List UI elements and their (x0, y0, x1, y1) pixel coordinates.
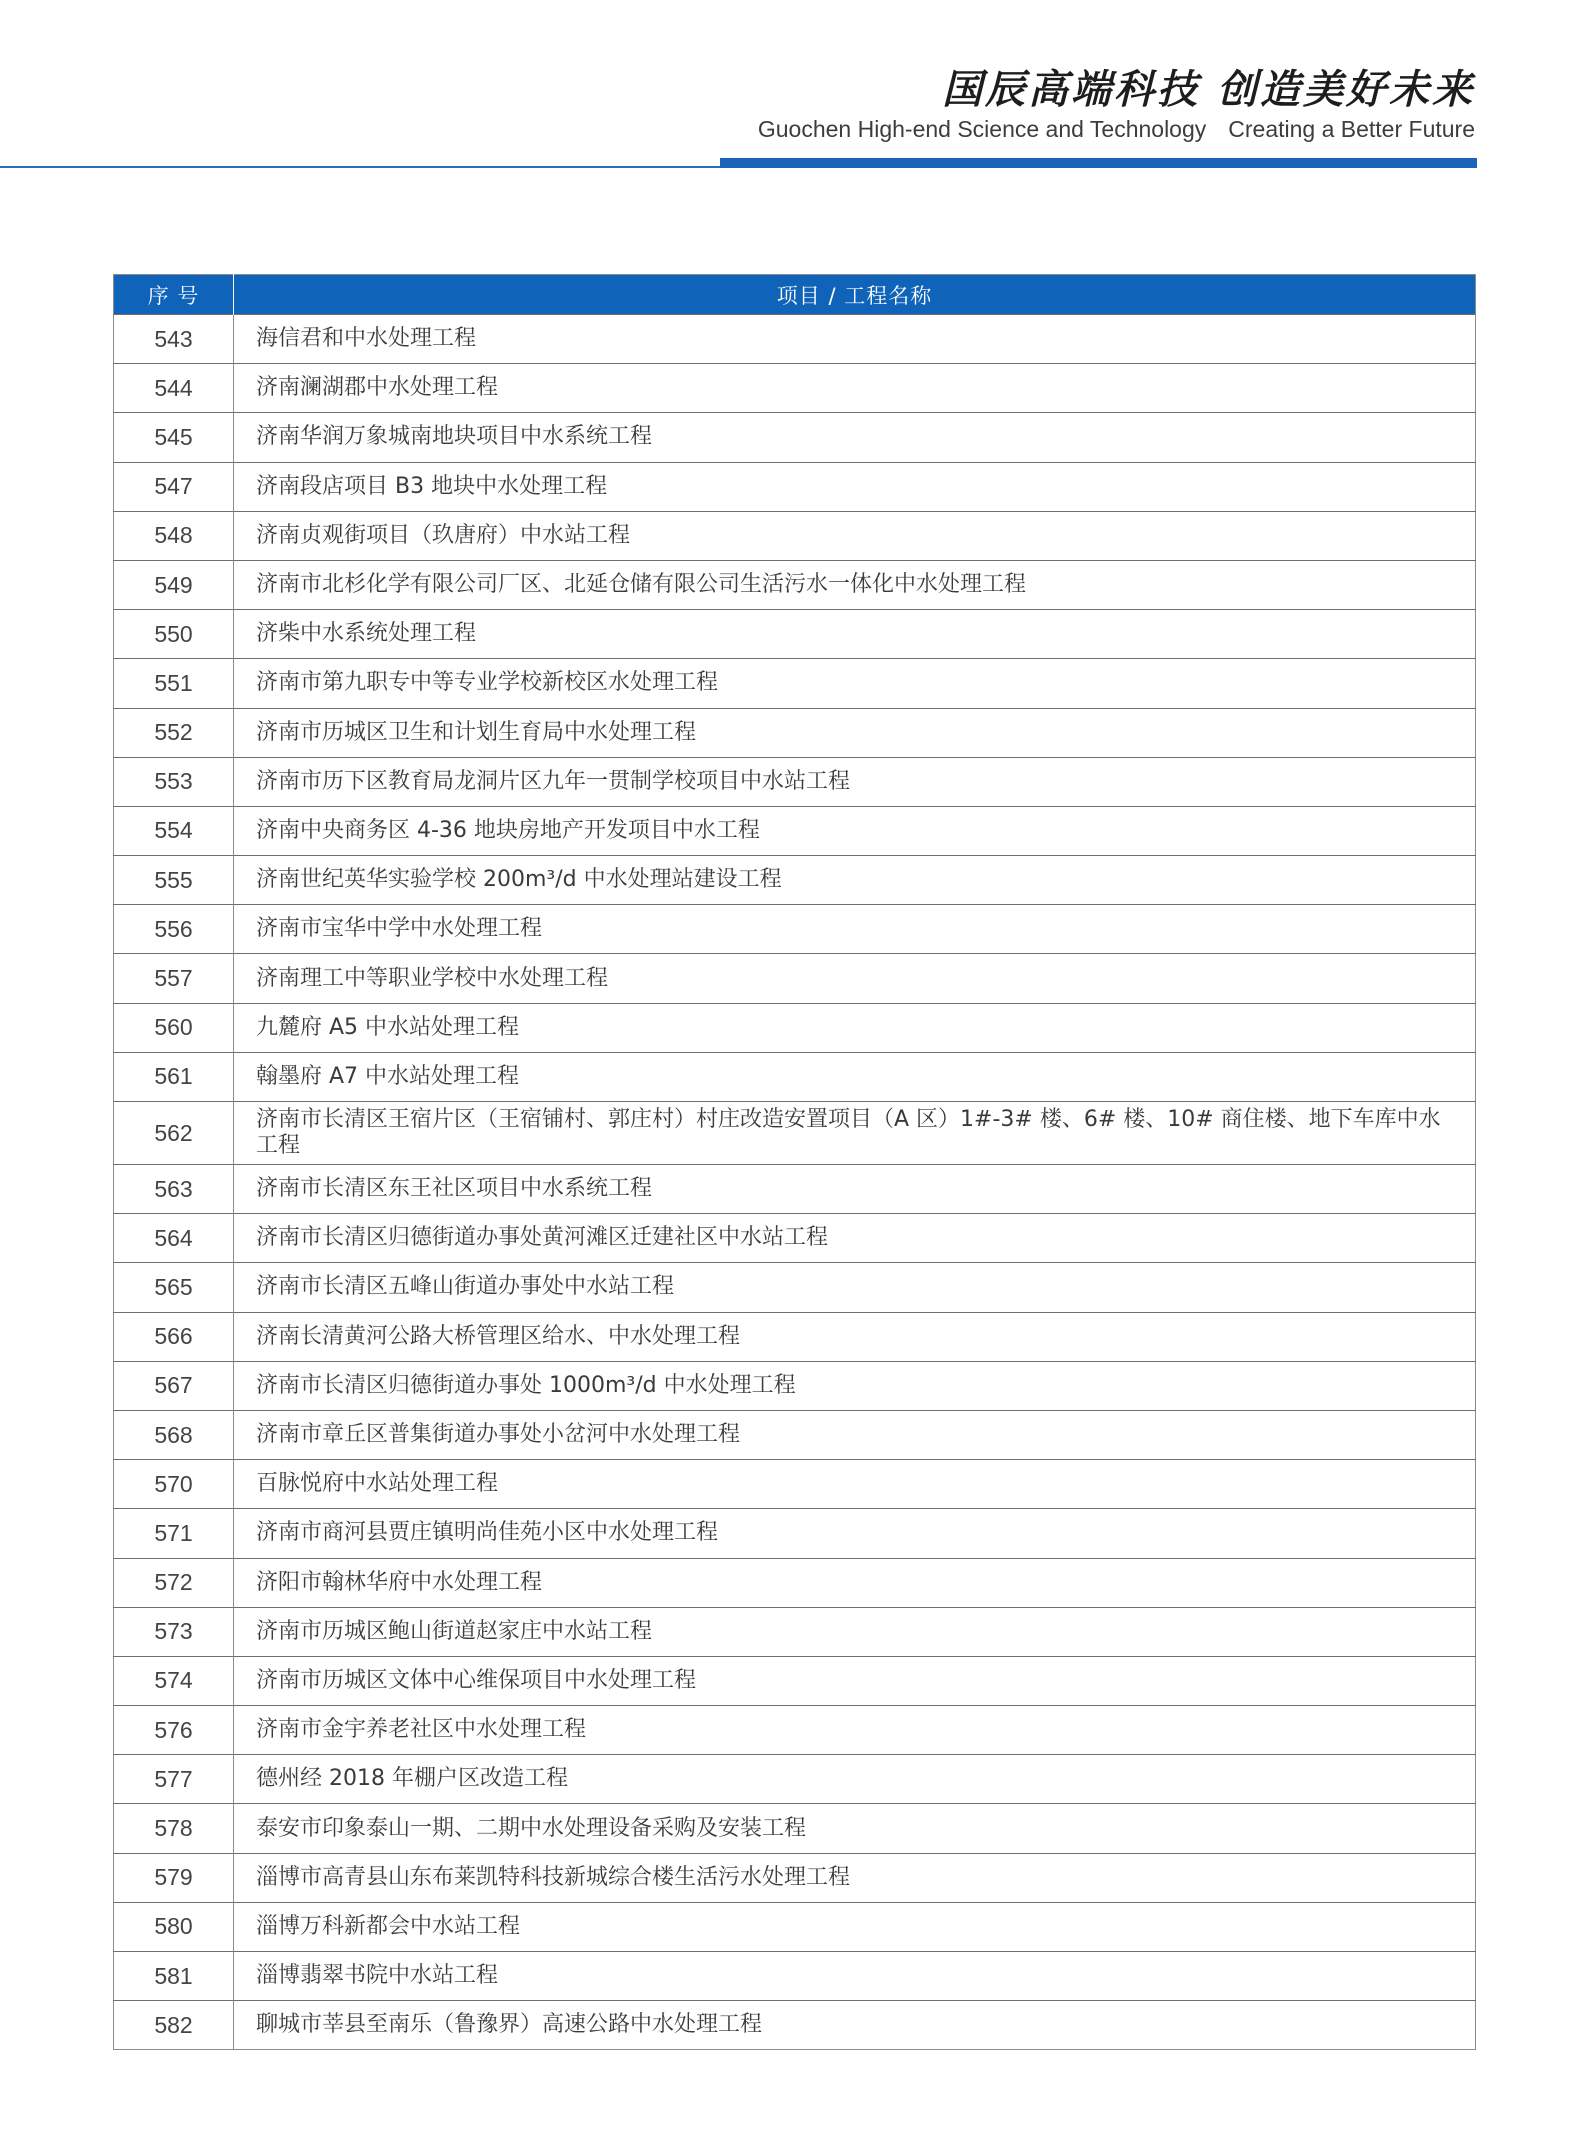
row-number: 548 (114, 511, 234, 560)
header-rule-thick (720, 158, 1477, 168)
row-number: 557 (114, 954, 234, 1003)
slogan-english-left: Guochen High-end Science and Technology (757, 116, 1207, 142)
table-row (114, 462, 1476, 511)
slogan-english (758, 116, 1475, 143)
row-number: 547 (114, 462, 234, 511)
row-project-name: 济南澜湖郡中水处理工程 (234, 364, 1476, 413)
table-row (114, 1312, 1476, 1361)
table-row (114, 511, 1476, 560)
row-project-name: 济南段店项目 B3 地块中水处理工程 (234, 462, 1476, 511)
table-body (114, 315, 1476, 2050)
row-number: 566 (114, 1312, 234, 1361)
row-project-name: 济南市长清区五峰山街道办事处中水站工程 (234, 1263, 1476, 1312)
row-project-name: 淄博市高青县山东布莱凯特科技新城综合楼生活污水处理工程 (234, 1853, 1476, 1902)
table-row (114, 806, 1476, 855)
table-header-row (114, 275, 1476, 315)
table-row (114, 1102, 1476, 1165)
slogan-english-right: Creating a Better Future (1228, 116, 1475, 142)
row-project-name: 济南市章丘区普集街道办事处小岔河中水处理工程 (234, 1410, 1476, 1459)
row-project-name: 济南市长清区东王社区项目中水系统工程 (234, 1165, 1476, 1214)
table-row (114, 1165, 1476, 1214)
row-project-name: 济南长清黄河公路大桥管理区给水、中水处理工程 (234, 1312, 1476, 1361)
row-number: 570 (114, 1460, 234, 1509)
table-row (114, 1410, 1476, 1459)
row-number: 574 (114, 1656, 234, 1705)
row-number: 576 (114, 1706, 234, 1755)
row-project-name: 百脉悦府中水站处理工程 (234, 1460, 1476, 1509)
row-number: 550 (114, 610, 234, 659)
row-project-name: 淄博翡翠书院中水站工程 (234, 1952, 1476, 2001)
row-number: 544 (114, 364, 234, 413)
table-row (114, 1558, 1476, 1607)
header-rule-thin (0, 166, 720, 168)
table-row (114, 1952, 1476, 2001)
table-row (114, 610, 1476, 659)
row-project-name: 济南市宝华中学中水处理工程 (234, 905, 1476, 954)
table-row (114, 1706, 1476, 1755)
row-project-name: 聊城市莘县至南乐（鲁豫界）高速公路中水处理工程 (234, 2001, 1476, 2050)
row-number: 555 (114, 856, 234, 905)
row-project-name: 济南市长清区归德街道办事处黄河滩区迁建社区中水站工程 (234, 1214, 1476, 1263)
row-number: 568 (114, 1410, 234, 1459)
row-project-name: 济南市商河县贾庄镇明尚佳苑小区中水处理工程 (234, 1509, 1476, 1558)
project-table-container (113, 274, 1475, 2050)
table-row (114, 1263, 1476, 1312)
table-row (114, 315, 1476, 364)
table-row (114, 364, 1476, 413)
row-number: 573 (114, 1607, 234, 1656)
row-number: 554 (114, 806, 234, 855)
row-project-name: 济南市北杉化学有限公司厂区、北延仓储有限公司生活污水一体化中水处理工程 (234, 560, 1476, 609)
row-number: 553 (114, 757, 234, 806)
table-row (114, 413, 1476, 462)
row-number: 578 (114, 1804, 234, 1853)
row-number: 571 (114, 1509, 234, 1558)
row-number: 572 (114, 1558, 234, 1607)
column-header-project-name: 项目 / 工程名称 (234, 275, 1476, 315)
row-project-name: 海信君和中水处理工程 (234, 315, 1476, 364)
row-number: 581 (114, 1952, 234, 2001)
row-project-name: 济南市金宇养老社区中水处理工程 (234, 1706, 1476, 1755)
row-project-name: 泰安市印象泰山一期、二期中水处理设备采购及安装工程 (234, 1804, 1476, 1853)
page-header (0, 0, 1587, 175)
row-number: 552 (114, 708, 234, 757)
row-number: 560 (114, 1003, 234, 1052)
row-project-name: 济南世纪英华实验学校 200m³/d 中水处理站建设工程 (234, 856, 1476, 905)
row-number: 549 (114, 560, 234, 609)
table-row (114, 1607, 1476, 1656)
row-project-name: 济阳市翰林华府中水处理工程 (234, 1558, 1476, 1607)
row-number: 545 (114, 413, 234, 462)
row-number: 543 (114, 315, 234, 364)
row-number: 562 (114, 1102, 234, 1165)
row-project-name: 淄博万科新都会中水站工程 (234, 1902, 1476, 1951)
table-row (114, 1003, 1476, 1052)
slogan-chinese: 国辰高端科技 创造美好未来 (942, 66, 1475, 113)
row-project-name: 德州经 2018 年棚户区改造工程 (234, 1755, 1476, 1804)
row-number: 563 (114, 1165, 234, 1214)
table-row (114, 2001, 1476, 2050)
table-row (114, 1804, 1476, 1853)
row-number: 582 (114, 2001, 234, 2050)
row-project-name: 济南贞观街项目（玖唐府）中水站工程 (234, 511, 1476, 560)
table-row (114, 560, 1476, 609)
table-row (114, 954, 1476, 1003)
row-number: 561 (114, 1052, 234, 1101)
row-project-name: 九麓府 A5 中水站处理工程 (234, 1003, 1476, 1052)
row-project-name: 济南中央商务区 4-36 地块房地产开发项目中水工程 (234, 806, 1476, 855)
row-number: 579 (114, 1853, 234, 1902)
row-project-name: 翰墨府 A7 中水站处理工程 (234, 1052, 1476, 1101)
table-row (114, 1902, 1476, 1951)
table-row (114, 1460, 1476, 1509)
table-row (114, 1656, 1476, 1705)
row-project-name: 济南华润万象城南地块项目中水系统工程 (234, 413, 1476, 462)
row-project-name: 济南市历城区鲍山街道赵家庄中水站工程 (234, 1607, 1476, 1656)
row-project-name: 济南市第九职专中等专业学校新校区水处理工程 (234, 659, 1476, 708)
column-header-number: 序 号 (114, 275, 234, 315)
row-project-name: 济南市历城区文体中心维保项目中水处理工程 (234, 1656, 1476, 1705)
row-project-name: 济南市历下区教育局龙洞片区九年一贯制学校项目中水站工程 (234, 757, 1476, 806)
table-row (114, 708, 1476, 757)
row-project-name: 济南市历城区卫生和计划生育局中水处理工程 (234, 708, 1476, 757)
table-row (114, 1361, 1476, 1410)
row-number: 564 (114, 1214, 234, 1263)
table-row (114, 1509, 1476, 1558)
row-project-name: 济南市长清区归德街道办事处 1000m³/d 中水处理工程 (234, 1361, 1476, 1410)
row-project-name: 济南市长清区王宿片区（王宿铺村、郭庄村）村庄改造安置项目（A 区）1#-3# 楼、6# 楼、10# 商住楼、地下车库中水工程 (234, 1102, 1476, 1165)
table-row (114, 1052, 1476, 1101)
table-row (114, 659, 1476, 708)
row-number: 577 (114, 1755, 234, 1804)
row-number: 580 (114, 1902, 234, 1951)
row-project-name: 济柴中水系统处理工程 (234, 610, 1476, 659)
row-project-name: 济南理工中等职业学校中水处理工程 (234, 954, 1476, 1003)
table-row (114, 905, 1476, 954)
table-row (114, 757, 1476, 806)
row-number: 556 (114, 905, 234, 954)
project-table (113, 274, 1476, 2050)
table-row (114, 1755, 1476, 1804)
row-number: 567 (114, 1361, 234, 1410)
table-row (114, 1853, 1476, 1902)
row-number: 551 (114, 659, 234, 708)
table-row (114, 1214, 1476, 1263)
table-row (114, 856, 1476, 905)
row-number: 565 (114, 1263, 234, 1312)
